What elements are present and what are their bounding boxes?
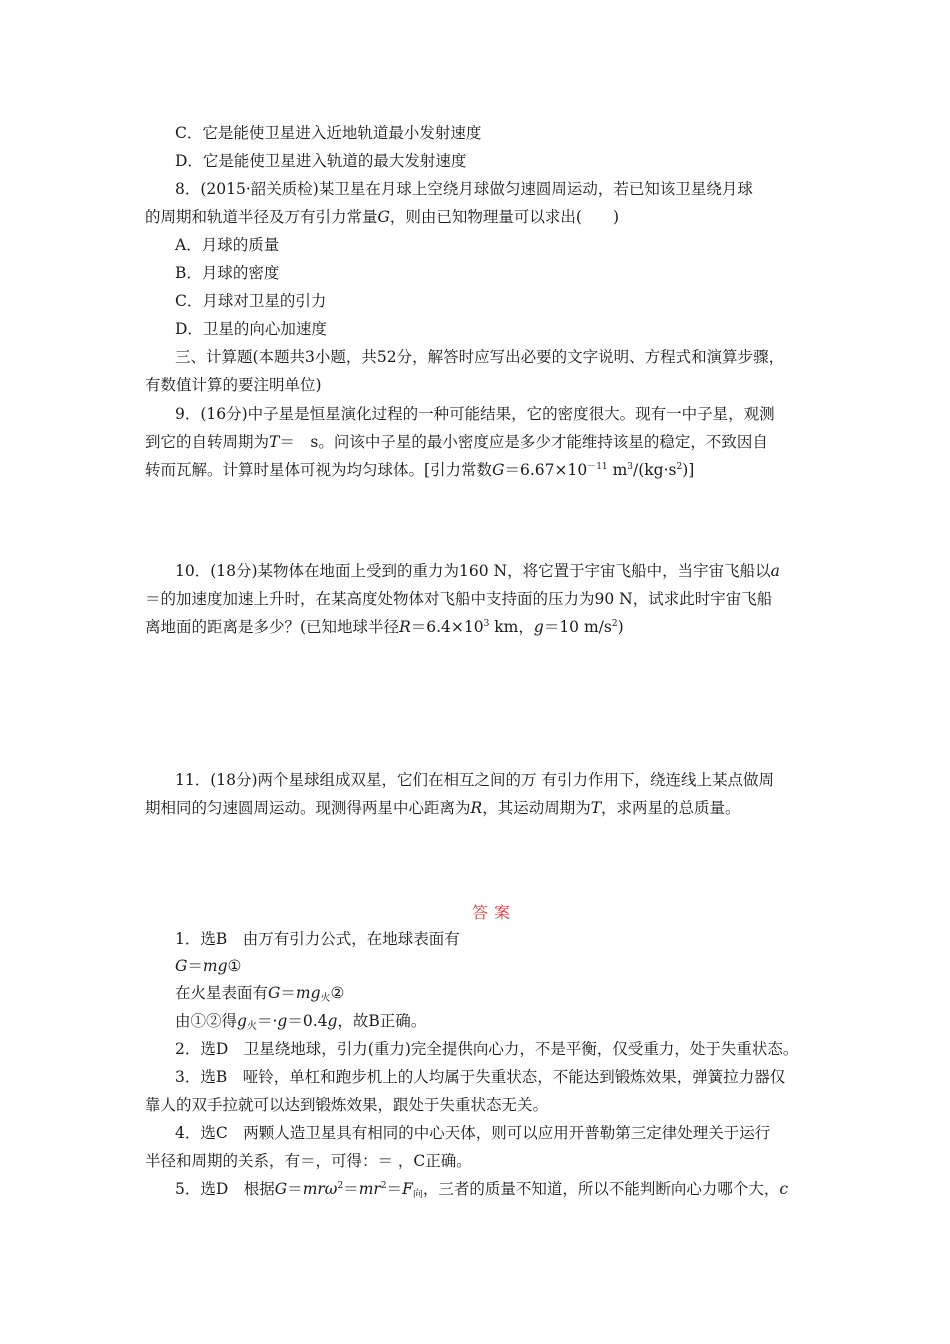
q11-line1: 11．(18分)两个星球组成双星，它们在相互之间的万 有引力作用下，绕连线上某点做周 bbox=[175, 771, 774, 789]
q8-option-b: B．月球的密度 bbox=[175, 264, 280, 282]
answer-5-line1: 5．选D 根据$G=mr\omega^2=mr^2=F_向$，三者的质量不知道，所以不能判断向心力哪个大，c bbox=[175, 1180, 789, 1200]
answer-1-line1: 1．选B 由万有引力公式，在地球表面有 bbox=[175, 930, 460, 948]
q10-line1: 10．(18分)某物体在地面上受到的重力为160 N，将它置于宇宙飞船中，当宇宙飞船以a bbox=[175, 562, 780, 580]
q8-option-c: C．月球对卫星的引力 bbox=[175, 292, 327, 310]
answer-3-line2: 靠人的双手拉就可以达到锻炼效果，跟处于失重状态无关。 bbox=[145, 1096, 549, 1114]
answer-3-line1: 3．选B 哑铃，单杠和跑步机上的人均属于失重状态，不能达到锻炼效果，弹簧拉力器仅 bbox=[175, 1068, 786, 1086]
q8-stem-line2: 的周期和轨道半径及万有引力常量G，则由已知物理量可以求出( ) bbox=[145, 208, 620, 226]
answer-2: 2．选D 卫星绕地球，引力(重力)完全提供向心力，不是平衡，仅受重力，处于失重状态。 bbox=[175, 1040, 799, 1058]
q9-line2: 到它的自转周期为T＝ s。问该中子星的最小密度应是多少才能维持该星的稳定，不致因自 bbox=[145, 433, 768, 451]
q8-option-d: D．卫星的向心加速度 bbox=[175, 320, 327, 338]
answer-4-line2: 半径和周期的关系，有＝，可得：＝ ，C正确。 bbox=[145, 1152, 472, 1170]
answer-1-line4: 由①②得$g_火=\cdot g=0.4g$，故B正确。 bbox=[175, 1012, 427, 1032]
q11-line2: 期相同的匀速圆周运动。现测得两星中心距离为R，其运动周期为T，求两星的总质量。 bbox=[145, 799, 741, 817]
answer-4-line1: 4．选C 两颗人造卫星具有相同的中心天体，则可以应用开普勒第三定律处理关于运行 bbox=[175, 1124, 771, 1142]
section3-line1: 三、计算题(本题共3小题，共52分，解答时应写出必要的文字说明、方程式和演算步骤， bbox=[175, 348, 785, 366]
answers-title: 答案 bbox=[472, 903, 517, 922]
q10-line2: ＝的加速度加速上升时，在某高度处物体对飞船中支持面的压力为90 N，试求此时宇宙飞船 bbox=[145, 590, 773, 608]
q8-stem-line1: 8．(2015·韶关质检)某卫星在月球上空绕月球做匀速圆周运动，若已知该卫星绕月球 bbox=[175, 180, 753, 198]
q7-option-d: D．它是能使卫星进入轨道的最大发射速度 bbox=[175, 152, 467, 170]
q9-line3: 转而瓦解。计算时星体可视为均匀球体。[引力常数$G=6.67\times 10^{-11}$ $m^3/(kg\cdot s^2)$] bbox=[145, 461, 695, 479]
answer-1-line2: G＝mg① bbox=[175, 957, 242, 975]
q8-option-a: A．月球的质量 bbox=[175, 236, 280, 254]
section3-line2: 有数值计算的要注明单位) bbox=[145, 376, 322, 394]
q10-line3: 离地面的距离是多少？(已知地球半径$R=6.4\times 10^3$ km，g＝10 $m/s^2$) bbox=[145, 618, 624, 636]
q9-line1: 9．(16分)中子星是恒星演化过程的一种可能结果，它的密度很大。现有一中子星，观测 bbox=[175, 405, 775, 423]
q7-option-c: C．它是能使卫星进入近地轨道最小发射速度 bbox=[175, 124, 482, 142]
answer-1-line3: 在火星表面有$G=mg_火②$ bbox=[175, 984, 345, 1004]
